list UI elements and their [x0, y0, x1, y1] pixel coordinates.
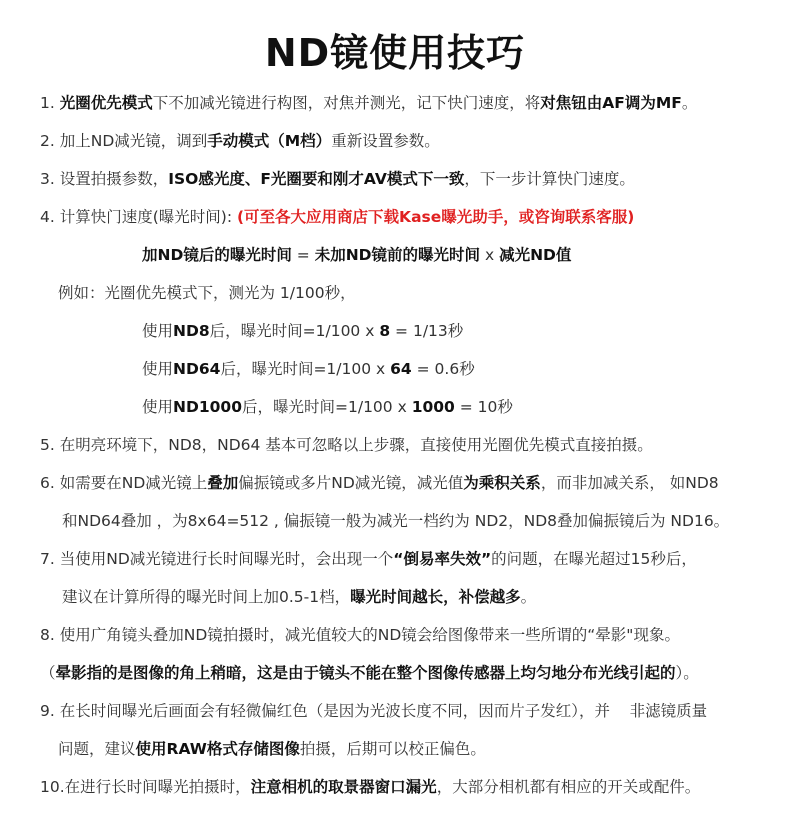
tip-8-cont: （晕影指的是图像的角上稍暗，这是由于镜头不能在整个图像传感器上均匀地分布光线引起的）。: [40, 664, 699, 682]
tip-3: 3. 设置拍摄参数，ISO感光度、F光圈要和刚才AV模式下一致，下一步计算快门速度。: [40, 170, 635, 188]
tip-5: 5. 在明亮环境下，ND8，ND64 基本可忽略以上步骤，直接使用光圈优先模式直接拍摄。: [40, 436, 653, 454]
app-hint: (可至各大应用商店下载Kase曝光助手，或咨询联系客服): [236, 208, 635, 226]
tip-7: 7. 当使用ND减光镜进行长时间曝光时，会出现一个“倒易率失效”的问题，在曝光超过15秒后，: [40, 550, 697, 568]
page-title: ND镜使用技巧: [264, 31, 526, 75]
tip-2: 2. 加上ND减光镜，调到手动模式（M档）重新设置参数。: [40, 132, 440, 150]
tip-1: 1. 光圈优先模式下不加减光镜进行构图，对焦并测光，记下快门速度，将对焦钮由AF调为MF。: [40, 94, 698, 112]
formula: 加ND镜后的曝光时间 = 未加ND镜前的曝光时间 x 减光ND值: [142, 246, 572, 264]
tip-9-cont: 问题，建议使用RAW格式存储图像拍摄，后期可以校正偏色。: [58, 740, 486, 758]
example-intro: 例如：光圈优先模式下，测光为 1/100秒，: [58, 284, 356, 302]
tip-6-cont: 和ND64叠加 ，为8x64=512 , 偏振镜一般为减光一档约为 ND2，ND8叠加偏振镜后为 ND16。: [62, 512, 730, 530]
tip-4: 4. 计算快门速度(曝光时间): (可至各大应用商店下载Kase曝光助手，或咨询联系客服): [40, 208, 635, 226]
tip-10: 10.在进行长时间曝光拍摄时，注意相机的取景器窗口漏光，大部分相机都有相应的开关或配件。: [40, 778, 701, 796]
example-nd1000: 使用ND1000后，曝光时间=1/100 x 1000 = 10秒: [142, 398, 513, 416]
tip-7-cont: 建议在计算所得的曝光时间上加0.5-1档，曝光时间越长，补偿越多。: [62, 588, 537, 606]
tip-8: 8. 使用广角镜头叠加ND镜拍摄时，减光值较大的ND镜会给图像带来一些所谓的“晕影"现象。: [40, 626, 680, 644]
tip-9: 9. 在长时间曝光后画面会有轻微偏红色（是因为光波长度不同，因而片子发红），并 非滤镜质量: [40, 702, 708, 720]
tip-6: 6. 如需要在ND减光镜上叠加偏振镜或多片ND减光镜，减光值为乘积关系，而非加减关系， 如ND8: [40, 474, 719, 492]
example-nd64: 使用ND64后，曝光时间=1/100 x 64 = 0.6秒: [142, 360, 475, 378]
example-nd8: 使用ND8后，曝光时间=1/100 x 8 = 1/13秒: [142, 322, 464, 340]
